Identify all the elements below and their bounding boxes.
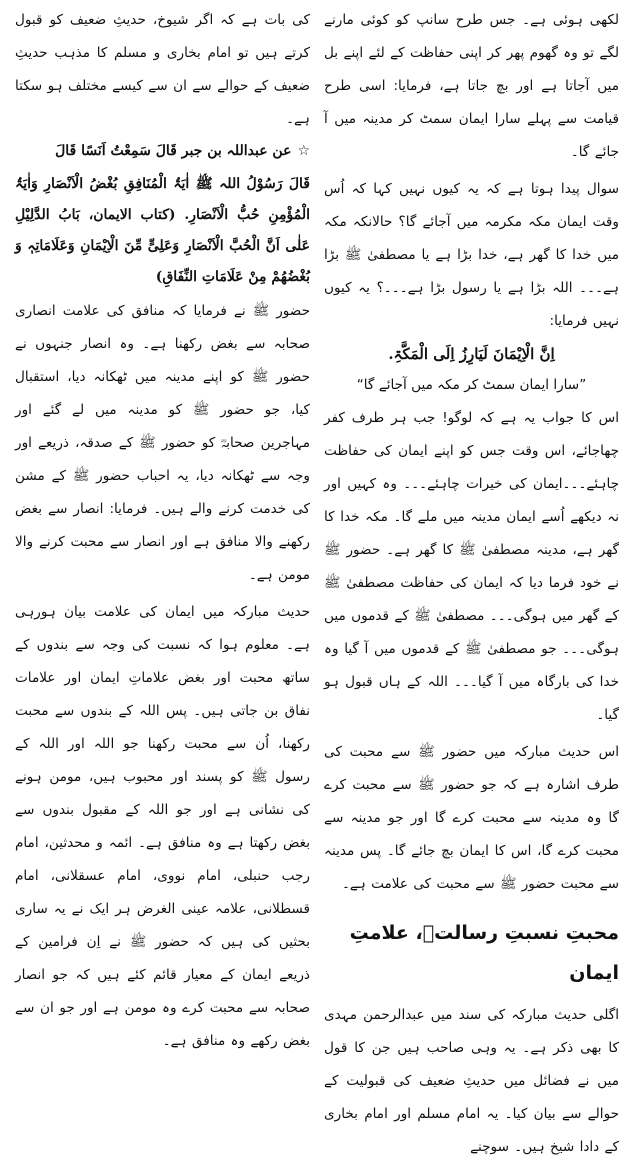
right-column [324,4,619,1155]
paragraph-ansar: حضور ﷺ نے فرمایا کہ منافق کی علامت انصاری صحابہ سے بغض رکھنا ہے۔ وہ انصار جنہوں نے حضور ﷺ کو اپنے مدینہ میں ٹھکانہ دیا، استقبال کیا، جو حضور ﷺ کو مدینہ میں لے گئے اور مہاجرین صحابہؓ کو حضور ﷺ کے صدقہ، ذریعے اور وجہ سے ٹھکانہ دیا، یہ احباب حضور ﷺ کے مشن کی خدمت کرنے والے ہیں۔ فرمایا: انصار سے بغض رکھنے والا منافق ہے اور انصار سے محبت کرنے والا مومن ہے۔ [15,303,310,583]
paragraph-love-of-madinah: اس حدیث مبارکہ میں حضور ﷺ سے محبت کی طرف اشارہ ہے کہ جو حضور ﷺ سے محبت کرے گا وہ مدینہ سے محبت کرے گا اور جو مدینہ سے محبت کرے گا، اس کا ایمان بچ جائے گا۔ پس مدینہ سے محبت حضور ﷺ سے محبت کی علامت ہے۔ [324,744,619,892]
star-icon: ☆ [297,143,310,159]
paragraph-answer: اس کا جواب یہ ہے کہ لوگو! جب ہر طرف کفر چھاجائے، اس وقت جس کو اپنے ایمان کی حفاظت چاہئے۔۔۔ایمان کی خیرات چاہئے۔۔۔ وہ کہیں اور نہ دیکھے اُسے ایمان مدینہ میں ملے گا۔ مکہ خدا کا گھر ہے، مدینہ مصطفیٰ ﷺ کا گھر ہے۔ حضور ﷺ نے خود فرما دیا کہ ایمان کی حفاظت مصطفیٰ ﷺ کے گھر میں ہوگی۔۔۔ مصطفیٰ ﷺ کے قدموں میں ہوگی۔۔۔ جو مصطفیٰ ﷺ کے قدموں میں آ گیا وہ خدا کی بارگاہ میں آ گیا۔۔۔ اللہ کے ہاں قبول ہو گیا۔ [324,410,619,723]
paragraph-next-hadith: اگلی حدیث مبارکہ کی سند میں عبدالرحمن مہدی کا بھی ذکر ہے۔ یہ وہی صاحب ہیں جن کا قول میں نے فضائل میں حدیثِ ضعیف کی قبولیت کے حوالے سے بیان کیا۔ یہ امام مسلم اور امام بخاری کے دادا شیخ ہیں۔ سوچنے [324,1007,619,1155]
hadith-header [15,136,310,167]
paragraph-signs-of-iman: حدیث مبارکہ میں ایمان کی علامت بیان ہورہی ہے۔ معلوم ہوا کہ نسبت کی وجہ سے بندوں کے ساتھ محبت اور بغض علاماتِ ایمان اور علامات نفاق بن جاتی ہیں۔ پس اللہ کے بندوں سے محبت رکھنا، اُن سے محبت رکھنا جو اللہ اور اللہ کے رسول ﷺ کو پسند اور محبوب ہیں، مومن ہونے کی نشانی ہے اور جو اللہ کے مقبول بندوں سے بغض رکھتا ہے وہ منافق ہے۔ ائمہ و محدثین، امام رجب حنبلی، امام نووی، امام عسقلانی، امام قسطلانی، علامہ عینی الغرض ہر ایک نے یہ ساری بحثیں کی ہیں کہ حضور ﷺ نے اِن فرامین کے ذریعے ایمان کے معیار قائم کئے ہیں کہ جو انصار صحابہ سے محبت کرے وہ مومن ہے اور جو ان سے بغض رکھے وہ منافق ہے۔ [15,604,310,1049]
translation-quote: ”سارا ایمان سمٹ کر مکہ میں آجائے گا“ [356,377,587,393]
paragraph-snake-analogy: لکھی ہوئی ہے۔ جس طرح سانپ کو کوئی مارنے لگے تو وہ گھوم پھر کر اپنی حفاظت کے لئے اپنے بل میں آجاتا ہے اور بچ جاتا ہے، فرمایا: اسی طرح قیامت سے پہلے سارا ایمان سمٹ کر مدینہ میں آ جائے گا۔ [324,12,619,160]
paragraph-question-makkah: سوال پیدا ہوتا ہے کہ یہ کیوں نہیں کہا کہ اُس وقت ایمان مکہ مکرمہ میں آجائے گا؟ حالانکہ مکہ میں خدا کا گھر ہے، خدا بڑا ہے یا مصطفیٰ ﷺ بڑا ہے۔۔۔ اللہ بڑا ہے یا رسول بڑا ہے۔۔۔؟ یہ کیوں نہیں فرمایا: [324,181,619,329]
arabic-hypothetical-phrase: اِنَّ الْاِیْمَانَ لَیَارِزُ اِلَی الْمَکَّۃِ. [388,345,555,363]
section-heading: محبتِ نسبتِ رسالتؐ، علامتِ ایمان [349,922,619,984]
hadith-chain: عن عبداللہ بن جبر قَالَ سَمِعْتُ اَنَسًا قَالَ [55,143,292,159]
paragraph-shuyukh: کی بات ہے کہ اگر شیوخ، حدیثِ ضعیف کو قبول کرتے ہیں تو امام بخاری و مسلم کا مذہب حدیثِ ضعیف کے حوالے سے ان سے کیسے مختلف ہو سکتا ہے۔ [15,12,310,127]
hadith-arabic-text: قَالَ رَسُوْلُ اللہ ﷺ اٰیَۃُ الْمُنَافِقِ بُغْضُ الْاَنْصَارِ وَاٰیَۃُ الْمُؤْمِنِ حُبُّ الْاَنْصَارِ. (کتاب الایمان، بَابُ الدَّلِیْلِ عَلٰی اَنَّ الْحُبَّ الْاَنْصَارِ وَعَلِیٍّ مِّنَ الْاِیْمَانِ وَعَلَامَاتِہٖ وَ بُغْضُھُمْ مِنْ عَلَامَاتِ النِّفَاقِ) [15,176,310,285]
left-column [15,4,310,1049]
